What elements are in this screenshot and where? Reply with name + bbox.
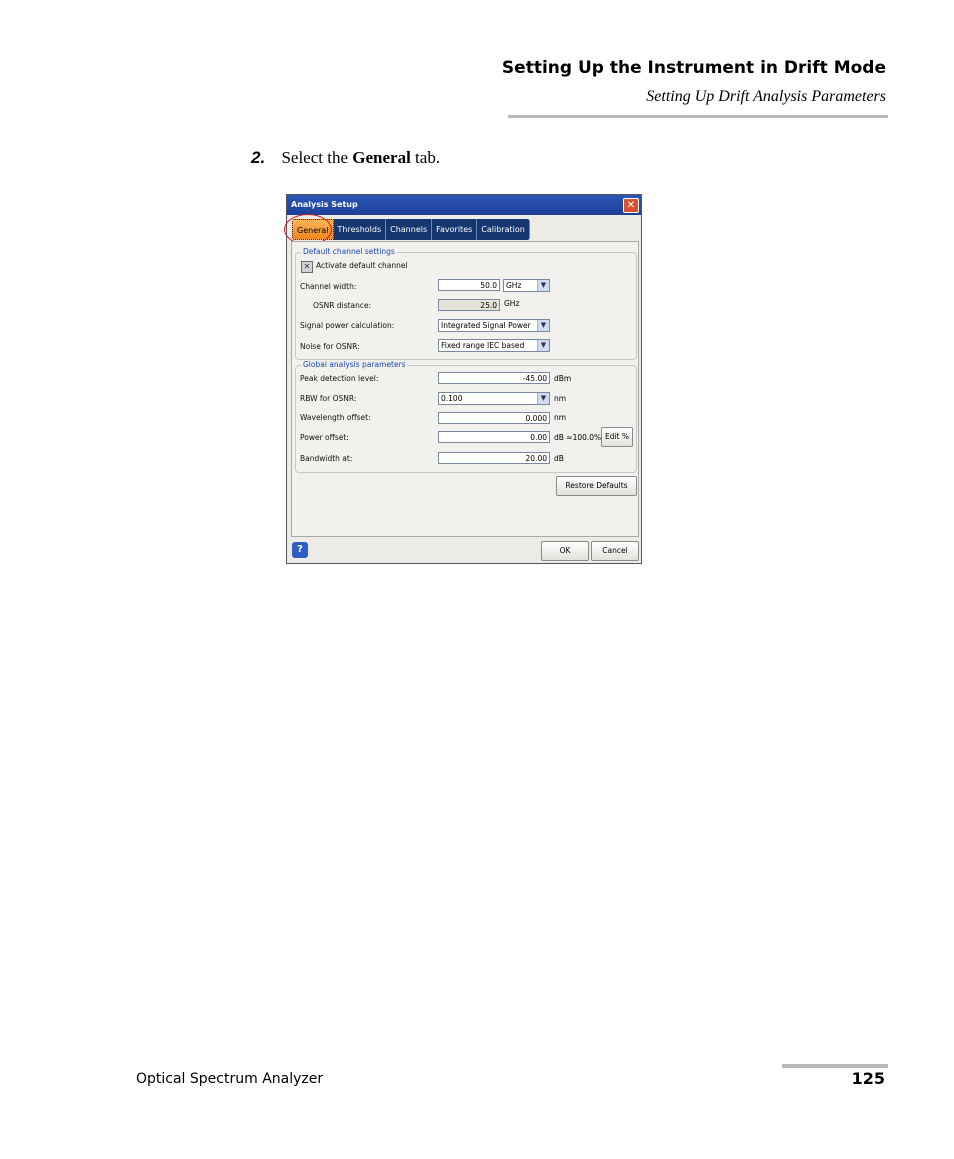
wavelength-offset-unit: nm bbox=[554, 413, 567, 422]
activate-checkbox[interactable]: ✕ bbox=[301, 261, 313, 273]
step-text-bold: General bbox=[352, 148, 411, 167]
header-title: Setting Up the Instrument in Drift Mode bbox=[501, 58, 886, 78]
header-subtitle: Setting Up Drift Analysis Parameters bbox=[646, 88, 886, 105]
tab-channels[interactable]: Channels bbox=[386, 219, 432, 240]
channel-width-label: Channel width: bbox=[300, 282, 357, 291]
restore-defaults-button[interactable]: Restore Defaults bbox=[556, 476, 637, 496]
global-analysis-legend: Global analysis parameters bbox=[303, 360, 406, 369]
osnr-distance-input: 25.0 bbox=[438, 299, 500, 311]
page-number: 125 bbox=[851, 1069, 885, 1088]
osnr-distance-unit: GHz bbox=[504, 299, 520, 308]
bandwidth-label: Bandwidth at: bbox=[300, 454, 353, 463]
rbw-label: RBW for OSNR: bbox=[300, 394, 357, 403]
channel-width-unit-select[interactable] bbox=[503, 279, 550, 292]
channel-width-input[interactable]: 50.0 bbox=[438, 279, 500, 291]
bandwidth-unit: dB bbox=[554, 454, 564, 463]
tab-calibration[interactable]: Calibration bbox=[477, 219, 530, 240]
header-rule bbox=[508, 115, 888, 118]
analysis-setup-dialog bbox=[286, 194, 642, 564]
edit-percent-button[interactable]: Edit % bbox=[601, 427, 633, 447]
rbw-select[interactable] bbox=[438, 392, 550, 405]
chevron-down-icon: ▼ bbox=[537, 340, 549, 351]
global-analysis-group bbox=[295, 360, 637, 473]
cancel-button[interactable]: Cancel bbox=[591, 541, 639, 561]
peak-detection-unit: dBm bbox=[554, 374, 572, 383]
bandwidth-input[interactable]: 20.00 bbox=[438, 452, 550, 464]
rbw-value: 0.100 bbox=[441, 394, 463, 403]
chevron-down-icon: ▼ bbox=[537, 280, 549, 291]
peak-detection-input[interactable]: -45.00 bbox=[438, 372, 550, 384]
step-text-after: tab. bbox=[415, 148, 441, 167]
default-channel-group bbox=[295, 247, 637, 360]
signal-power-label: Signal power calculation: bbox=[300, 321, 395, 330]
step-instruction bbox=[251, 148, 440, 168]
tab-general[interactable]: General bbox=[292, 219, 334, 240]
wavelength-offset-input[interactable]: 0.000 bbox=[438, 412, 550, 424]
noise-label: Noise for OSNR: bbox=[300, 342, 360, 351]
channel-width-unit-value: GHz bbox=[506, 281, 522, 290]
dialog-title-bar bbox=[287, 195, 641, 215]
activate-label: Activate default channel bbox=[316, 261, 408, 270]
chevron-down-icon: ▼ bbox=[537, 393, 549, 404]
help-icon[interactable]: ? bbox=[292, 542, 308, 558]
osnr-distance-label: OSNR distance: bbox=[313, 301, 372, 310]
general-tab-panel bbox=[291, 241, 639, 537]
power-offset-label: Power offset: bbox=[300, 433, 349, 442]
signal-power-value: Integrated Signal Power bbox=[441, 321, 531, 330]
default-channel-legend: Default channel settings bbox=[303, 247, 395, 256]
power-offset-unit: dB ≈100.0% bbox=[554, 433, 602, 442]
footer-product: Optical Spectrum Analyzer bbox=[136, 1071, 324, 1087]
peak-detection-label: Peak detection level: bbox=[300, 374, 379, 383]
tab-thresholds[interactable]: Thresholds bbox=[334, 219, 387, 240]
step-number: 2. bbox=[251, 148, 266, 167]
noise-value: Fixed range IEC based bbox=[441, 341, 525, 350]
noise-select[interactable] bbox=[438, 339, 550, 352]
dialog-title: Analysis Setup bbox=[291, 200, 358, 209]
close-icon[interactable]: ✕ bbox=[623, 198, 639, 213]
footer-rule bbox=[782, 1064, 888, 1068]
rbw-unit: nm bbox=[554, 394, 567, 403]
power-offset-input[interactable]: 0.00 bbox=[438, 431, 550, 443]
tab-favorites[interactable]: Favorites bbox=[432, 219, 477, 240]
chevron-down-icon: ▼ bbox=[537, 320, 549, 331]
wavelength-offset-label: Wavelength offset: bbox=[300, 413, 371, 422]
ok-button[interactable]: OK bbox=[541, 541, 589, 561]
signal-power-select[interactable] bbox=[438, 319, 550, 332]
step-text-before: Select the bbox=[281, 148, 348, 167]
